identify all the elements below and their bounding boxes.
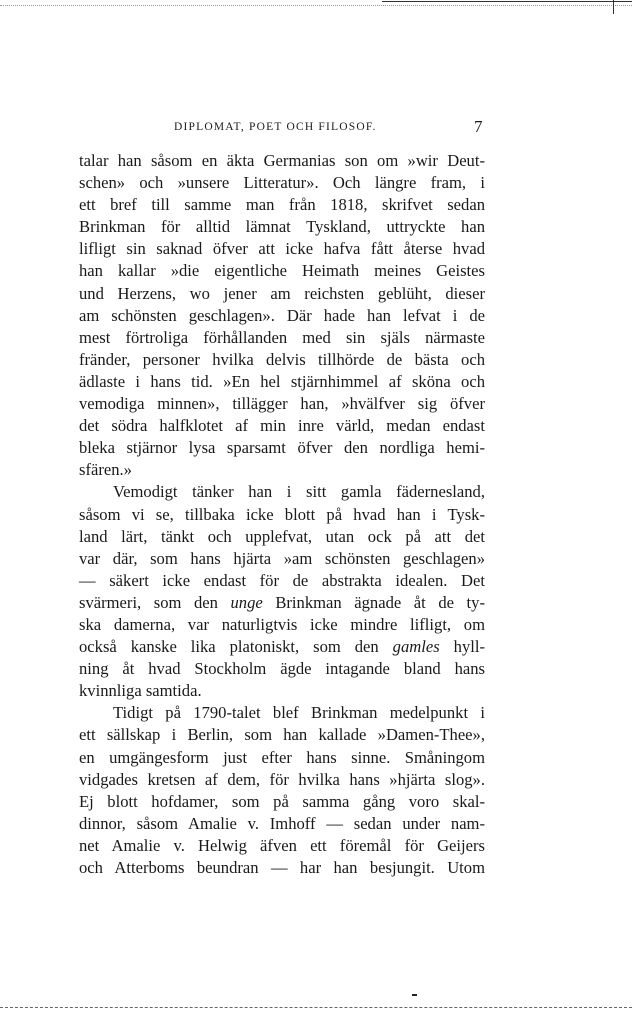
- text-line: mest förtroliga förhållanden med sin själs närmaste: [79, 327, 485, 347]
- text-line: såsom vi se, tillbaka icke blott på hvad han i Tysk-: [79, 504, 485, 524]
- bottom-scan-edge: [0, 1007, 632, 1008]
- top-corner-tick: [613, 0, 614, 14]
- text-line: ska damerna, var naturligtvis icke mindre lifligt, om: [79, 614, 485, 634]
- text-line: fränder, personer hvilka delvis tillhörde de bästa och: [79, 349, 485, 369]
- text-line: kvinnliga samtida.: [79, 681, 202, 701]
- text-line: han kallar »die eigentliche Heimath meines Geistes: [79, 261, 485, 281]
- text-line: ning åt hvad Stockholm ägde intagande bland hans: [79, 659, 485, 679]
- bottom-ink-mark: [412, 994, 417, 996]
- text-line: am schönsten geschlagen». Där hade han lefvat i de: [79, 305, 485, 325]
- top-scan-edge: [0, 5, 632, 6]
- text-line-mixed: [79, 636, 485, 658]
- text-line: det södra halfklotet af min inre värld, medan endast: [79, 416, 485, 436]
- text-line: vemodiga minnen», tillägger han, »hvälfver sig öfver: [79, 394, 485, 414]
- running-title: DIPLOMAT, POET OCH FILOSOF.: [174, 121, 377, 133]
- body-text: [79, 150, 485, 879]
- text-line: — säkert icke endast för de abstrakta idealen. Det: [79, 570, 485, 590]
- text-line: sfären.»: [79, 460, 132, 480]
- text-line: lifligt sin saknad öfver att icke hafva fått återse hvad: [79, 239, 485, 259]
- text-line: talar han såsom en äkta Germanias son om »wir Deut-: [79, 151, 485, 170]
- text-line: var där, som hans hjärta »am schönsten geschlagen»: [79, 548, 485, 568]
- text-line: schen» och »unsere Litteratur». Och längre fram, i: [79, 173, 485, 193]
- italic-word: gamles: [392, 637, 440, 657]
- text-segment: hyll-: [453, 637, 485, 657]
- text-line: ädlaste i hans tid. »En hel stjärnhimmel af sköna och: [79, 371, 485, 391]
- text-line: bleka stjärnor lysa sparsamt öfver den nordliga hemi-: [79, 438, 485, 458]
- text-line: und Herzens, wo jener am reichsten geblüht, dieser: [79, 283, 485, 303]
- text-line: Brinkman för alltid lämnat Tyskland, uttryckte han: [79, 217, 485, 237]
- text-segment: också kanske lika platoniskt, som den: [79, 637, 379, 657]
- text-segment: Brinkman ägnade åt de ty-: [275, 592, 485, 612]
- page-number: 7: [474, 117, 483, 136]
- text-line: och Atterboms beundran — har han besjungit. Utom: [79, 858, 485, 877]
- italic-word: unge: [230, 592, 263, 612]
- text-line: ett sällskap i Berlin, som han kallade »Damen-Thee»,: [79, 725, 485, 745]
- text-line-mixed: [79, 592, 485, 614]
- text-line: dinnor, såsom Amalie v. Imhoff — sedan under nam-: [79, 813, 485, 833]
- text-segment: svärmeri, som den: [79, 592, 218, 612]
- text-line: en umgängesform just efter hans sinne. Småningom: [79, 747, 485, 767]
- top-border-line: [382, 1, 632, 2]
- text-line: ett bref till samme man från 1818, skrifvet sedan: [79, 195, 485, 215]
- text-line: land lärt, tänkt och upplefvat, utan ock på att det: [79, 526, 485, 546]
- text-line: Tidigt på 1790-talet blef Brinkman medelpunkt i: [113, 703, 485, 723]
- text-line: Vemodigt tänker han i sitt gamla fädernesland,: [113, 482, 485, 502]
- text-line: Ej blott hofdamer, som på samma gång voro skal-: [79, 791, 485, 811]
- text-line: vidgades kretsen af dem, för hvilka hans »hjärta slog».: [79, 769, 485, 789]
- text-line: net Amalie v. Helwig äfven ett föremål för Geijers: [79, 835, 485, 855]
